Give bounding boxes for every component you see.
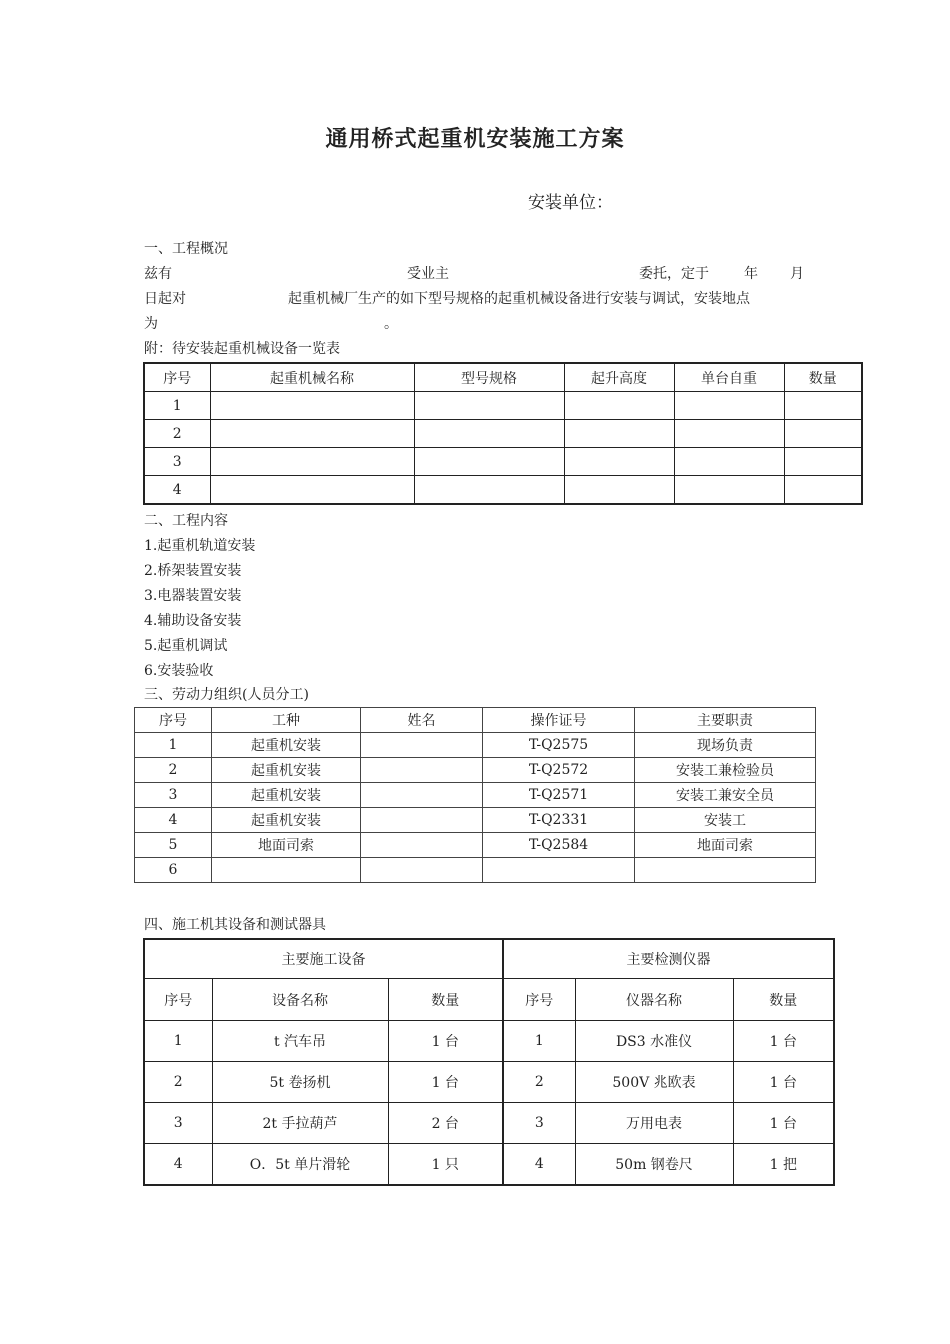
table-cell	[414, 392, 564, 420]
table-cell: 6	[135, 858, 212, 883]
table-cell	[361, 783, 483, 808]
table-cell: 起重机安装	[212, 783, 361, 808]
header-cell: 单台自重	[674, 363, 784, 392]
table-cell: 2	[144, 1062, 212, 1103]
header-cell: 序号	[135, 708, 212, 733]
table-group-row	[144, 939, 834, 979]
table-cell: 1 台	[733, 1021, 834, 1062]
table-cell: 起重机安装	[212, 758, 361, 783]
table-cell: 4	[144, 1144, 212, 1186]
table-cell	[414, 420, 564, 448]
table-cell: 2t 手拉葫芦	[212, 1103, 388, 1144]
table-header-row	[135, 708, 816, 733]
table-cell	[784, 448, 862, 476]
table-row	[144, 1144, 834, 1186]
table-row	[144, 1062, 834, 1103]
intro-line1-b: 受业主	[407, 266, 449, 282]
table-cell: 起重机安装	[212, 808, 361, 833]
table-cell	[784, 476, 862, 505]
table-cell: 4	[135, 808, 212, 833]
table-cell: 地面司索	[212, 833, 361, 858]
header-cell: 数量	[784, 363, 862, 392]
intro-line3-b: 。	[384, 316, 398, 332]
work-item: 6.安装验收	[144, 663, 214, 679]
table-cell	[414, 476, 564, 505]
table-cell: 1 台	[388, 1021, 503, 1062]
table-row	[144, 392, 862, 420]
table-cell	[361, 808, 483, 833]
table-row	[135, 758, 816, 783]
header-cell: 起重机械名称	[210, 363, 414, 392]
table-cell: 2	[144, 420, 210, 448]
table-cell	[361, 733, 483, 758]
table-cell	[784, 392, 862, 420]
table-cell: 50m 钢卷尺	[575, 1144, 733, 1186]
intro-line3-a: 为	[144, 316, 158, 332]
header-cell: 工种	[212, 708, 361, 733]
table-cell: 1 台	[733, 1103, 834, 1144]
table-cell	[674, 420, 784, 448]
table-row	[135, 858, 816, 883]
header-cell: 数量	[388, 979, 503, 1021]
intro-line1-c: 委托，定于	[639, 266, 709, 282]
header-cell: 型号规格	[414, 363, 564, 392]
table-cell: 2	[135, 758, 212, 783]
install-unit-label: 安装单位：	[528, 193, 613, 213]
table-row	[144, 420, 862, 448]
section4-heading: 四、施工机其设备和测试器具	[144, 917, 326, 933]
document-title: 通用桥式起重机安装施工方案	[325, 127, 625, 152]
table-cell: 4	[503, 1144, 575, 1186]
header-cell: 起升高度	[564, 363, 674, 392]
table-cell: 2 台	[388, 1103, 503, 1144]
table-row	[135, 808, 816, 833]
table-cell: 安装工兼安全员	[635, 783, 816, 808]
table-cell: 安装工	[635, 808, 816, 833]
table-cell: 1 只	[388, 1144, 503, 1186]
section3-heading: 三、劳动力组织(人员分工)	[144, 687, 309, 703]
header-cell: 数量	[733, 979, 834, 1021]
work-item: 5.起重机调试	[144, 638, 228, 654]
table-cell: T-Q2571	[483, 783, 635, 808]
table-cell: DS3 水准仪	[575, 1021, 733, 1062]
intro-line1-d: 年	[744, 266, 758, 282]
table-row	[135, 733, 816, 758]
table-cell	[210, 392, 414, 420]
table-cell: 4	[144, 476, 210, 505]
equipment-list-table	[143, 362, 863, 505]
labor-table	[134, 707, 816, 883]
table-cell: 500V 兆欧表	[575, 1062, 733, 1103]
table-row	[144, 448, 862, 476]
work-item: 4.辅助设备安装	[144, 613, 242, 629]
table-cell	[210, 476, 414, 505]
table-cell	[564, 420, 674, 448]
header-cell: 姓名	[361, 708, 483, 733]
table-cell: T-Q2572	[483, 758, 635, 783]
header-cell: 序号	[503, 979, 575, 1021]
intro-line2-b: 起重机械厂生产的如下型号规格的起重机械设备进行安装与调试，安装地点	[288, 291, 750, 307]
table-row	[135, 783, 816, 808]
table-cell: 地面司索	[635, 833, 816, 858]
table-cell: t 汽车吊	[212, 1021, 388, 1062]
intro-line1-a: 兹有	[144, 266, 172, 282]
table-cell	[414, 448, 564, 476]
table-cell: 3	[144, 1103, 212, 1144]
section2-heading: 二、工程内容	[144, 513, 228, 529]
table-header-row	[144, 979, 834, 1021]
table-cell: 1	[144, 392, 210, 420]
table-cell	[212, 858, 361, 883]
section1-heading: 一、工程概况	[144, 241, 228, 257]
header-cell: 仪器名称	[575, 979, 733, 1021]
table-cell	[483, 858, 635, 883]
table-row	[144, 1021, 834, 1062]
table-cell: T-Q2575	[483, 733, 635, 758]
table-cell: 万用电表	[575, 1103, 733, 1144]
work-item: 2.桥架装置安装	[144, 563, 242, 579]
table-cell: 3	[135, 783, 212, 808]
table-cell	[361, 833, 483, 858]
table-cell: 1 台	[388, 1062, 503, 1103]
equipment-instruments-table	[143, 938, 835, 1186]
table-cell: 5	[135, 833, 212, 858]
table-cell	[564, 448, 674, 476]
table-row	[135, 833, 816, 858]
table-cell	[674, 476, 784, 505]
intro-line2-a: 日起对	[144, 291, 186, 307]
work-item: 3.电器装置安装	[144, 588, 242, 604]
table-cell	[361, 758, 483, 783]
table-cell: 3	[503, 1103, 575, 1144]
table-cell: 起重机安装	[212, 733, 361, 758]
equipment-list-note: 附：待安装起重机械设备一览表	[144, 341, 340, 357]
work-item: 1.起重机轨道安装	[144, 538, 256, 554]
table-cell: 现场负责	[635, 733, 816, 758]
group-header-construction-equipment: 主要施工设备	[144, 939, 503, 979]
table-cell: 1	[135, 733, 212, 758]
table-row	[144, 1103, 834, 1144]
table-cell	[674, 392, 784, 420]
table-cell: 5t 卷扬机	[212, 1062, 388, 1103]
table-cell	[361, 858, 483, 883]
table-cell	[564, 476, 674, 505]
table-header-row	[144, 363, 862, 392]
table-cell: 1	[503, 1021, 575, 1062]
intro-line1-e: 月	[790, 266, 804, 282]
table-cell: O．5t 单片滑轮	[212, 1144, 388, 1186]
table-cell: T-Q2331	[483, 808, 635, 833]
table-cell: 2	[503, 1062, 575, 1103]
header-cell: 序号	[144, 363, 210, 392]
table-row	[144, 476, 862, 505]
table-cell: 3	[144, 448, 210, 476]
table-cell	[674, 448, 784, 476]
table-cell: T-Q2584	[483, 833, 635, 858]
table-cell	[564, 392, 674, 420]
header-cell: 序号	[144, 979, 212, 1021]
header-cell: 主要职责	[635, 708, 816, 733]
table-cell: 安装工兼检验员	[635, 758, 816, 783]
table-cell	[784, 420, 862, 448]
table-cell	[210, 420, 414, 448]
group-header-test-instruments: 主要检测仪器	[503, 939, 834, 979]
header-cell: 设备名称	[212, 979, 388, 1021]
header-cell: 操作证号	[483, 708, 635, 733]
table-cell: 1	[144, 1021, 212, 1062]
table-cell: 1 台	[733, 1062, 834, 1103]
table-cell	[635, 858, 816, 883]
table-cell	[210, 448, 414, 476]
table-cell: 1 把	[733, 1144, 834, 1186]
